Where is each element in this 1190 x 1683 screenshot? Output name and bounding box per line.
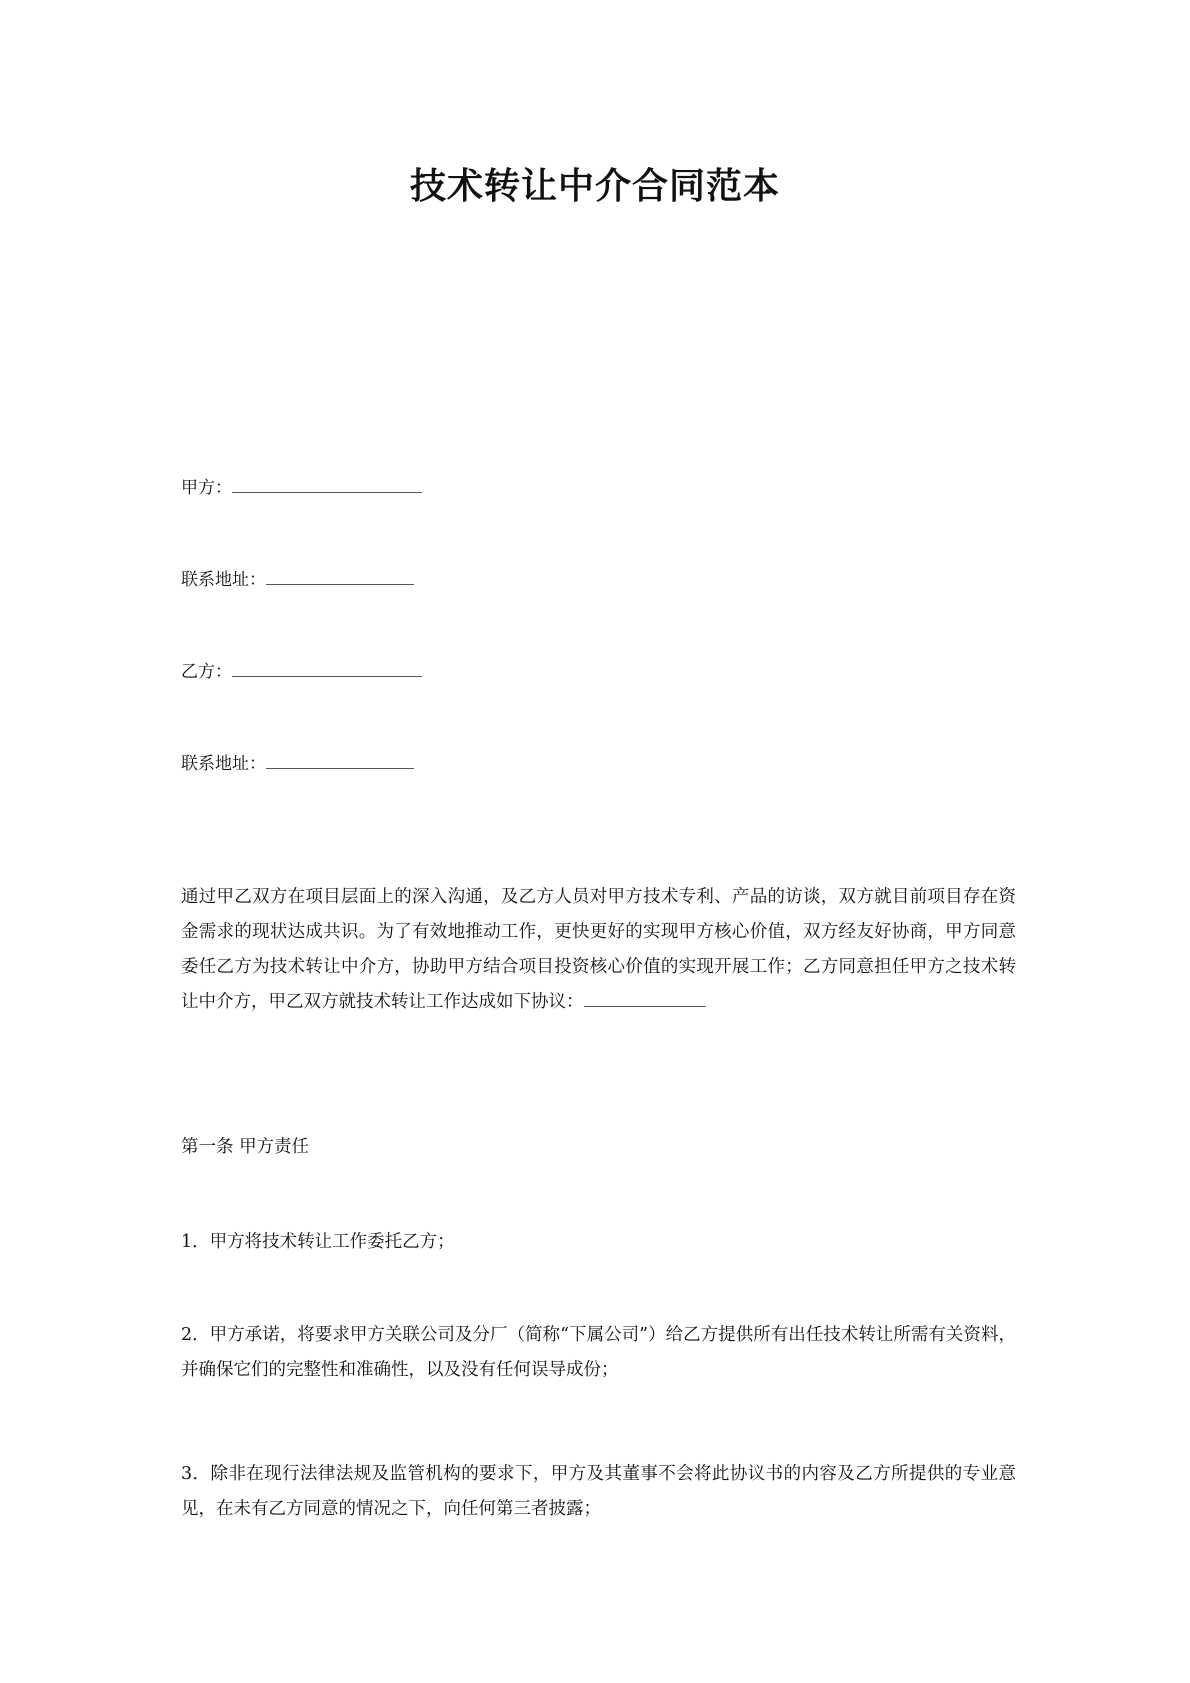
party-a-field bbox=[181, 474, 422, 500]
clause-3: 3．除非在现行法律法规及监管机构的要求下，甲方及其董事不会将此协议书的内容及乙方所提供的专业意见，在未有乙方同意的情况之下，向任何第三者披露； bbox=[181, 1464, 1016, 1519]
party-b-field bbox=[181, 658, 422, 684]
party-a-blank bbox=[232, 474, 422, 493]
party-b-address-field bbox=[181, 750, 414, 776]
section-heading: 第一条 甲方责任 bbox=[181, 1137, 310, 1157]
party-b-address-blank bbox=[266, 750, 414, 769]
clause-2: 2．甲方承诺，将要求甲方关联公司及分厂（简称“下属公司”）给乙方提供所有出任技术转让所需有关资料，并确保它们的完整性和准确性，以及没有任何误导成份； bbox=[181, 1325, 1016, 1380]
party-b-blank bbox=[232, 658, 422, 677]
clause-1: 1．甲方将技术转让工作委托乙方； bbox=[181, 1232, 455, 1252]
party-a-address-label: 联系地址： bbox=[181, 570, 266, 590]
document-title: 技术转让中介合同范本 bbox=[409, 165, 780, 207]
party-b-label: 乙方： bbox=[181, 662, 232, 682]
party-b-address-label: 联系地址： bbox=[181, 754, 266, 774]
intro-text: 通过甲乙双方在项目层面上的深入沟通，及乙方人员对甲方技术专利、产品的访谈，双方就目前项目存在资金需求的现状达成共识。为了有效地推动工作，更快更好的实现甲方核心价值，双方经友好协商，甲方同意委任乙方为技术转让中介方，协助甲方结合项目投资核心价值的实现开展工作；乙方同意担任甲方之技术转让中介方，甲乙双方就技术转让工作达成如下协议： bbox=[181, 887, 1016, 1012]
intro-blank bbox=[584, 988, 706, 1007]
party-a-address-blank bbox=[266, 566, 414, 585]
party-a-label: 甲方： bbox=[181, 478, 232, 498]
party-a-address-field bbox=[181, 566, 414, 592]
intro-paragraph bbox=[181, 880, 1016, 1020]
